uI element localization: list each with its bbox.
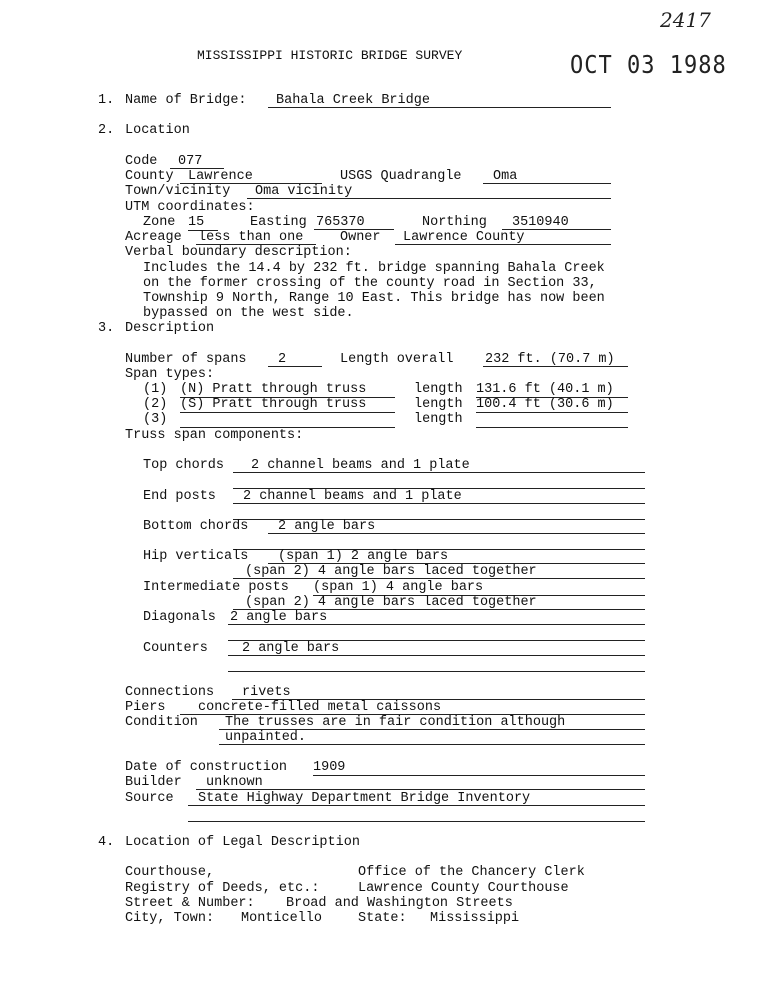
code-label: Code [125,154,158,169]
source-value: State Highway Department Bridge Inventory [188,791,645,806]
intermediate-posts-value: (span 1) 4 angle bars [313,580,645,596]
span-length-label: length [414,397,463,412]
hip-verticals-value: (span 1) 2 angle bars [268,549,645,564]
span-type-value [180,412,395,428]
construction-date-value: 1909 [313,760,645,776]
bridge-name-label: Name of Bridge: [125,93,247,108]
section-number: 4. [98,835,115,850]
easting-label: Easting [250,215,307,230]
usgs-label: USGS Quadrangle [340,169,462,184]
street-label: Street & Number: [125,896,255,911]
hip-verticals-value: (span 2) 4 angle bars laced together [233,564,645,579]
courthouse-label: Courthouse, [125,865,215,880]
piers-value: concrete-filled metal caissons [180,700,645,715]
acreage-label: Acreage [125,230,182,245]
town-value: Oma vicinity [247,184,611,199]
spans-value: 2 [268,352,322,367]
zone-label: Zone [143,215,176,230]
section-number: 3. [98,321,115,336]
northing-value: 3510940 [502,215,611,230]
span-type-number: (1) [143,382,168,397]
diagonals-label: Diagonals [143,610,216,625]
blank-line [228,671,645,672]
condition-value: The trusses are in fair condition although [219,715,645,730]
span-type-value: (N) Pratt through truss [180,382,395,398]
source-label: Source [125,791,174,806]
verbal-boundary-line: bypassed on the west side. [143,306,354,321]
connections-label: Connections [125,685,215,700]
northing-label: Northing [422,215,487,230]
usgs-value: Oma [483,169,611,184]
document-title: MISSISSIPPI HISTORIC BRIDGE SURVEY [197,48,463,63]
courthouse-value: Office of the Chancery Clerk [358,865,585,880]
span-length-label: length [414,382,463,397]
intermediate-posts-label: Intermediate posts [143,580,289,595]
span-type-value: (S) Pratt through truss [180,397,395,413]
counters-label: Counters [143,641,208,656]
intermediate-posts-value: (span 2) 4 angle bars laced together [233,595,645,610]
construction-date-label: Date of construction [125,760,288,775]
city-value: Monticello [241,911,323,926]
registry-value: Lawrence County Courthouse [358,881,569,896]
registry-label: Registry of Deeds, etc.: [125,881,320,896]
builder-value: unknown [196,775,645,790]
bottom-chords-value: 2 angle bars [268,519,645,534]
verbal-boundary-line: Township 9 North, Range 10 East. This bridge has now been [143,291,605,306]
county-value: Lawrence [180,169,322,184]
condition-label: Condition [125,715,198,730]
verbal-boundary-line: on the former crossing of the county road in Section 33, [143,276,597,291]
builder-label: Builder [125,775,182,790]
connections-value: rivets [232,685,645,700]
section-number: 2. [98,123,115,138]
verbal-boundary-label: Verbal boundary description: [125,245,352,260]
town-label: Town/vicinity [125,184,231,199]
city-label: City, Town: [125,911,215,926]
zone-value: 15 [188,215,218,231]
street-value: Broad and Washington Streets [286,896,513,911]
bottom-chords-label: Bottom chords [143,519,249,534]
end-posts-value: 2 channel beams and 1 plate [233,489,645,504]
bridge-name-value: Bahala Creek Bridge [268,93,611,108]
section-heading: Location of Legal Description [125,835,360,850]
owner-label: Owner [340,230,381,245]
span-length-value: 100.4 ft (30.6 m) [476,397,628,413]
span-length-value [476,412,628,428]
section-heading: Description [125,321,215,336]
state-label: State: [358,911,407,926]
county-label: County [125,169,174,184]
truss-components-label: Truss span components: [125,428,304,443]
length-overall-value: 232 ft. (70.7 m) [483,352,628,367]
easting-value: 765370 [314,215,394,230]
hip-verticals-label: Hip verticals [143,549,249,564]
owner-value: Lawrence County [395,230,611,245]
condition-value: unpainted. [219,730,645,745]
span-types-label: Span types: [125,367,215,382]
utm-label: UTM coordinates: [125,200,255,215]
section-heading: Location [125,123,190,138]
length-overall-label: Length overall [340,352,454,367]
acreage-value: less than one [196,230,316,245]
counters-value: 2 angle bars [228,641,645,656]
span-length-label: length [414,412,463,427]
diagonals-value: 2 angle bars [228,610,645,625]
piers-label: Piers [125,700,166,715]
span-length-value: 131.6 ft (40.1 m) [476,382,628,398]
blank-line [188,821,645,822]
end-posts-label: End posts [143,489,216,504]
span-type-number: (2) [143,397,168,412]
top-chords-value: 2 channel beams and 1 plate [233,458,645,473]
state-value: Mississippi [430,911,520,926]
span-type-number: (3) [143,412,168,427]
handwritten-page-number: 2417 [660,8,711,32]
top-chords-label: Top chords [143,458,225,473]
verbal-boundary-line: Includes the 14.4 by 232 ft. bridge spanning Bahala Creek [143,261,605,276]
code-value: 077 [170,154,224,169]
spans-label: Number of spans [125,352,247,367]
section-number: 1. [98,93,115,108]
received-date-stamp: OCT 03 1988 [570,51,727,80]
